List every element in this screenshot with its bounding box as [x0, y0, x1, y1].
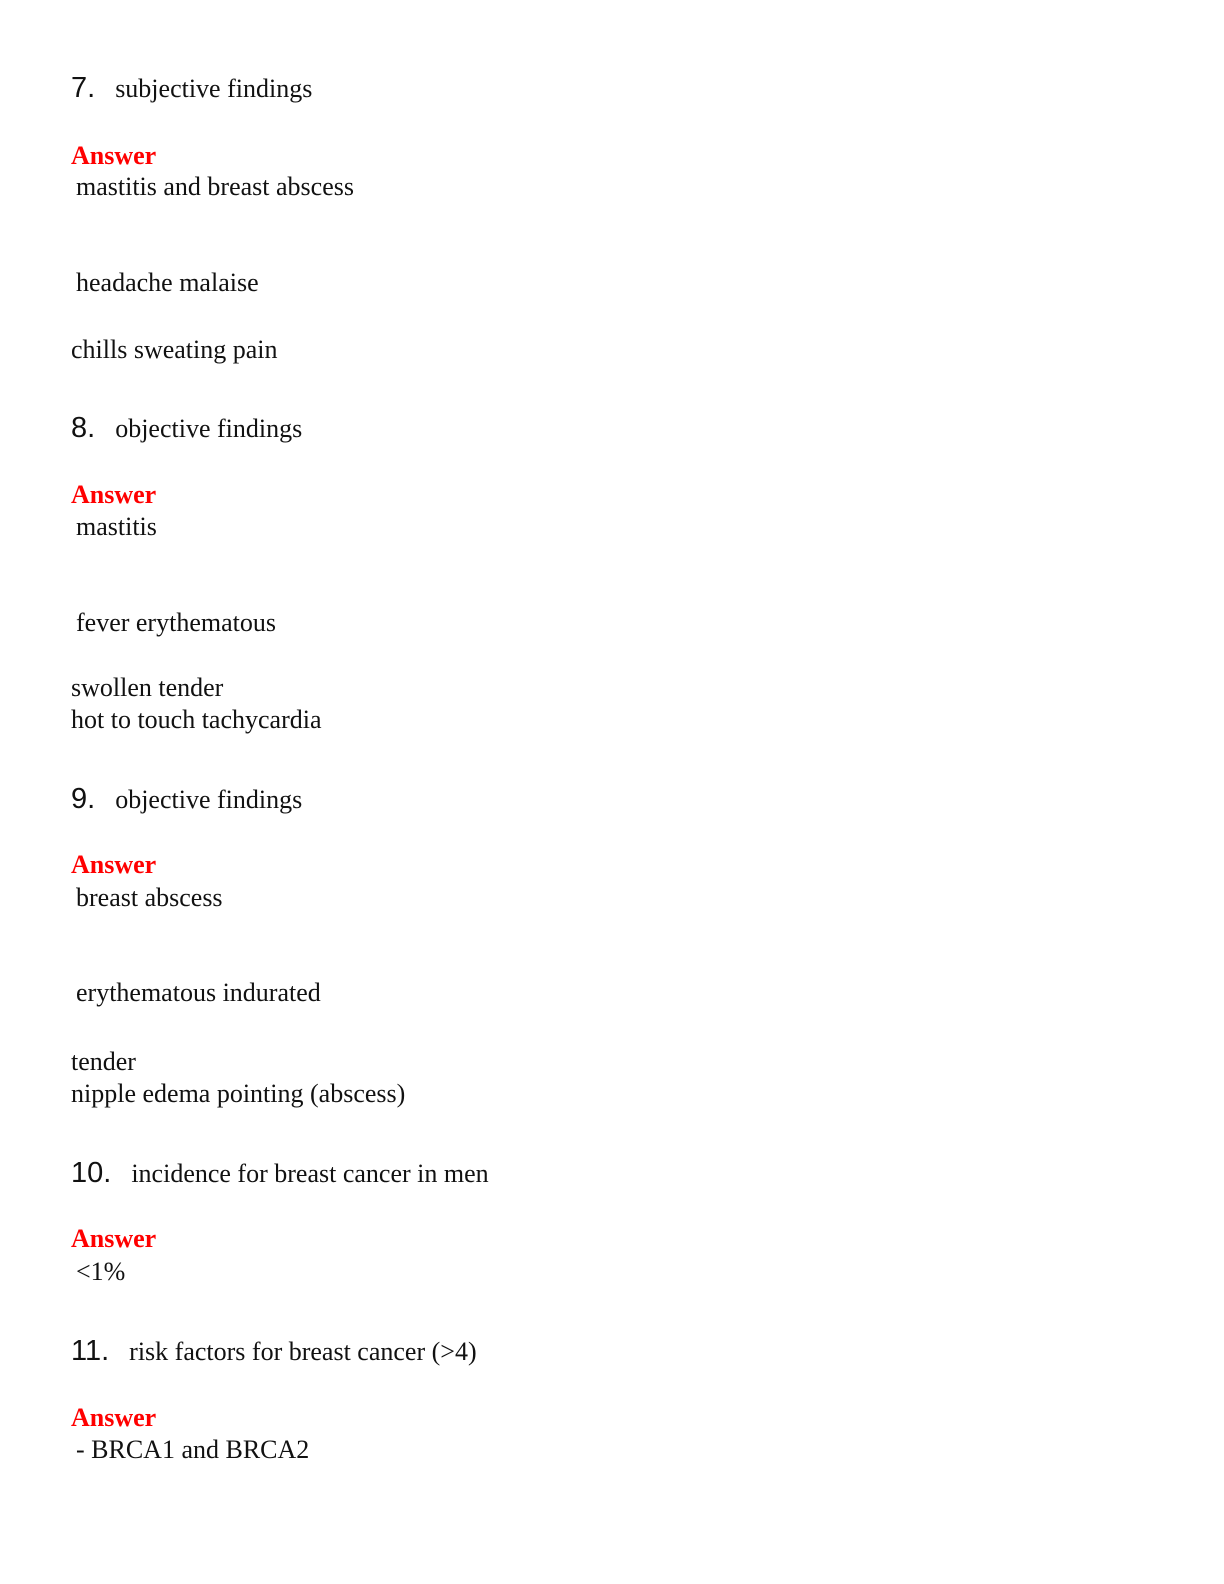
answer-detail: fever erythematous: [76, 608, 276, 637]
answer-detail: erythematous indurated: [76, 978, 321, 1007]
question-number: 10.: [71, 1157, 112, 1189]
question-11: [71, 1335, 477, 1368]
answer-title: - BRCA1 and BRCA2: [76, 1435, 310, 1464]
question-prompt: risk factors for breast cancer (>4): [129, 1337, 477, 1366]
question-9: [71, 783, 302, 816]
answer-title: breast abscess: [76, 883, 223, 912]
question-number: 7.: [71, 72, 96, 104]
answer-label: [71, 1402, 156, 1434]
question-number: 9.: [71, 783, 96, 815]
question-prompt: subjective findings: [115, 74, 313, 103]
answer-detail: hot to touch tachycardia: [71, 705, 322, 734]
question-prompt: incidence for breast cancer in men: [131, 1159, 489, 1188]
answer-label: [71, 849, 156, 881]
answer-detail: chills sweating pain: [71, 335, 278, 364]
question-prompt: objective findings: [115, 414, 303, 443]
answer-title: <1%: [76, 1257, 126, 1286]
answer-label-text: Answer: [71, 1224, 157, 1253]
answer-label: [71, 140, 156, 172]
answer-label: [71, 479, 156, 511]
question-7: [71, 72, 312, 105]
answer-label-text: Answer: [71, 480, 157, 509]
question-8: [71, 412, 302, 445]
question-number: 11.: [71, 1335, 110, 1367]
answer-detail: nipple edema pointing (abscess): [71, 1079, 406, 1108]
question-10: [71, 1157, 489, 1190]
question-number: 8.: [71, 412, 96, 444]
answer-detail: headache malaise: [76, 268, 259, 297]
answer-label-text: Answer: [71, 141, 157, 170]
question-prompt: objective findings: [115, 785, 303, 814]
answer-label: [71, 1223, 156, 1255]
answer-title: mastitis and breast abscess: [76, 172, 354, 201]
answer-detail: tender: [71, 1047, 136, 1076]
answer-detail: swollen tender: [71, 673, 224, 702]
answer-label-text: Answer: [71, 1403, 157, 1432]
answer-title: mastitis: [76, 512, 157, 541]
answer-label-text: Answer: [71, 850, 157, 879]
